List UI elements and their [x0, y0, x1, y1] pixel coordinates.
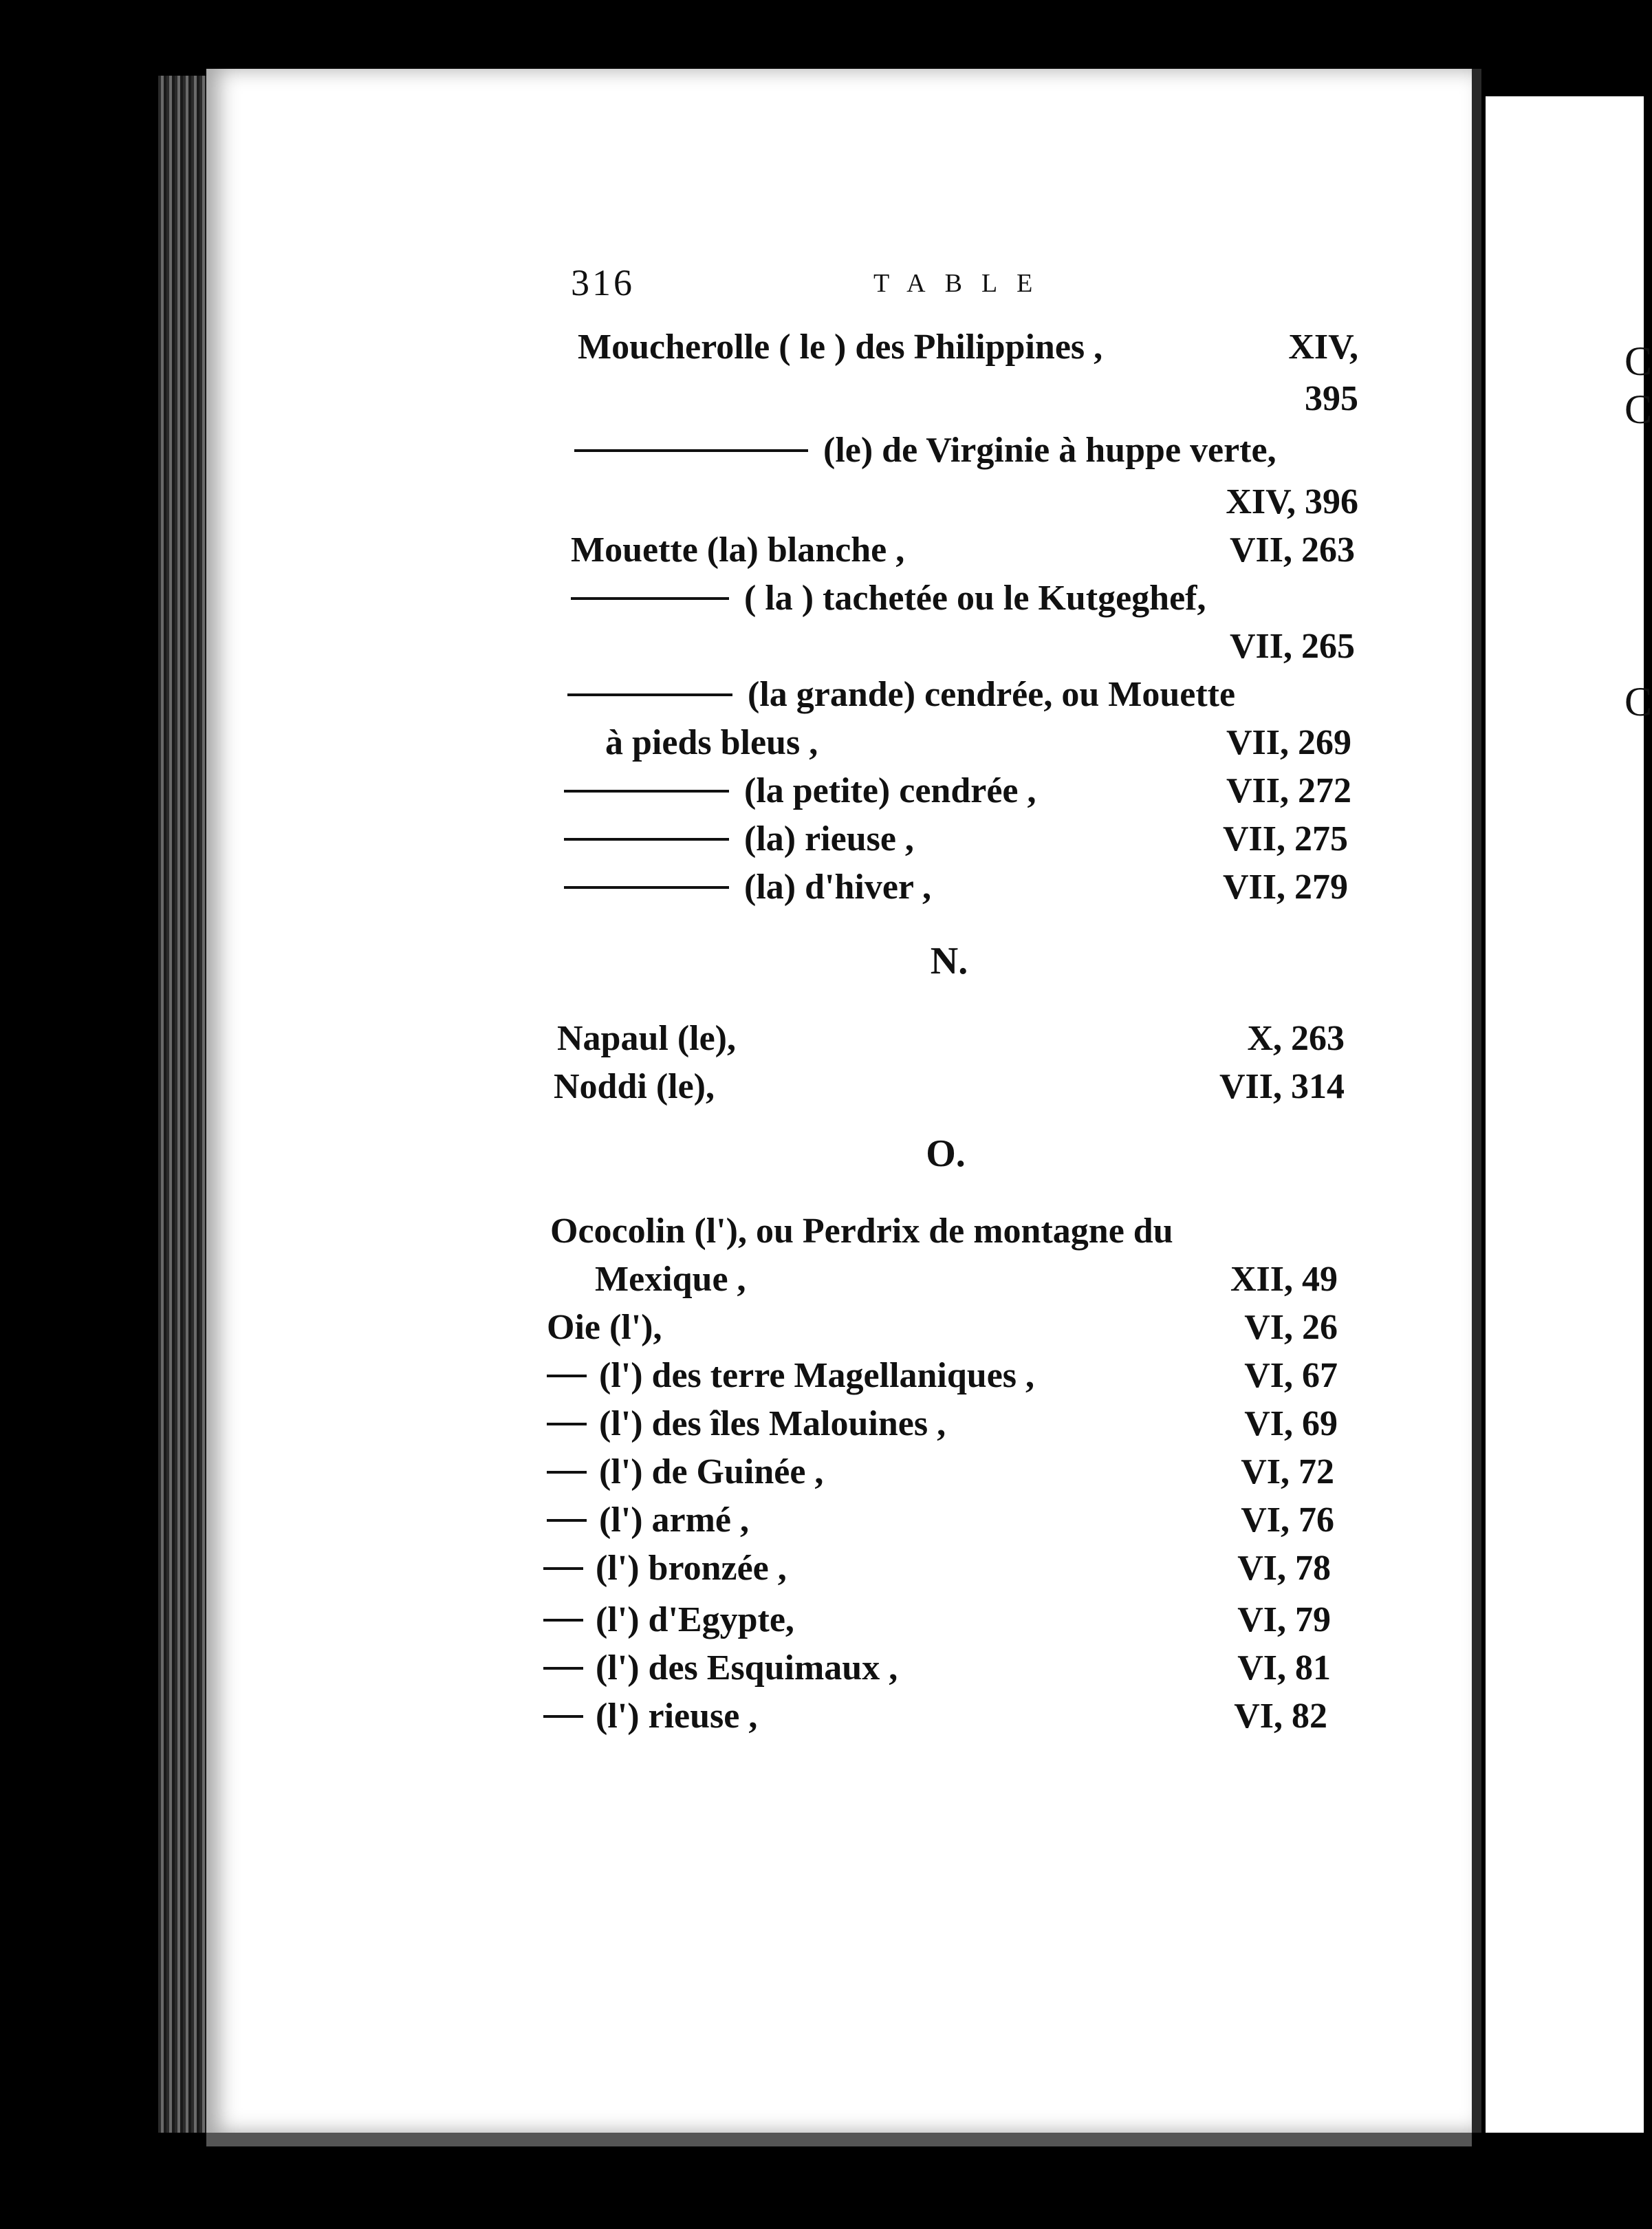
index-entry: [567, 671, 1355, 719]
index-entry: [578, 478, 1358, 526]
entry-text: (l') de Guinée ,: [599, 1452, 824, 1492]
ditto-dash: [543, 1619, 583, 1622]
entry-text: (l') des terre Magellaniques ,: [599, 1356, 1035, 1395]
entry-text: Moucherolle ( le ) des Philippines ,: [578, 327, 1103, 367]
index-entry: [547, 1496, 1334, 1544]
entry-text: à pieds bleus ,: [605, 723, 818, 762]
book-spine-edge: [158, 76, 206, 2133]
entry-reference: VI, 67: [1244, 1356, 1338, 1395]
entry-text: (la grande) cendrée, ou Mouette: [748, 675, 1236, 714]
index-entry: [571, 623, 1355, 671]
entry-text: (l') des îles Malouines ,: [599, 1404, 946, 1443]
facing-page-letter: C: [1624, 387, 1652, 432]
index-entry: [564, 815, 1348, 863]
ditto-dash: [564, 886, 729, 889]
index-entry: [543, 1644, 1331, 1692]
entry-reference: VI, 26: [1244, 1308, 1338, 1347]
entry-reference: VII, 275: [1222, 819, 1348, 859]
entry-reference: VII, 272: [1226, 771, 1351, 810]
entry-text: Ococolin (l'), ou Perdrix de montagne du: [550, 1212, 1173, 1251]
page-header: [571, 261, 1362, 310]
entry-reference: VI, 81: [1237, 1648, 1331, 1688]
index-entry: [574, 427, 1358, 475]
entry-text: (la) d'hiver ,: [744, 868, 932, 907]
entry-reference: VI, 78: [1237, 1549, 1331, 1588]
ditto-dash: [547, 1423, 587, 1425]
index-entry: [547, 1352, 1338, 1400]
entry-text: (l') bronzée ,: [596, 1549, 787, 1588]
entry-text: (la) rieuse ,: [744, 819, 914, 859]
entry-text: Oie (l'),: [547, 1308, 662, 1347]
page-number: 316: [571, 262, 635, 303]
ditto-dash: [543, 1667, 583, 1670]
running-title: TABLE: [873, 269, 1052, 298]
index-entry: [571, 574, 1355, 623]
ditto-dash: [547, 1471, 587, 1474]
entry-reference: VI, 76: [1241, 1500, 1334, 1540]
ditto-dash: [567, 693, 732, 696]
index-entry: [571, 526, 1355, 574]
ditto-dash: [547, 1375, 587, 1377]
facing-page-letter: C: [1624, 338, 1652, 384]
index-entry: [543, 1596, 1331, 1644]
facing-page-letter: C: [1624, 679, 1652, 724]
entry-reference: VI, 79: [1237, 1600, 1331, 1639]
index-entry: [547, 1400, 1338, 1448]
entry-reference: VI, 69: [1244, 1404, 1338, 1443]
entry-text: Noddi (le),: [554, 1067, 715, 1106]
entry-text: (l') des Esquimaux ,: [596, 1648, 898, 1688]
entry-reference: VII, 263: [1229, 530, 1355, 570]
index-entry: [550, 1207, 1338, 1256]
ditto-dash: [547, 1519, 587, 1522]
facing-page: [1486, 96, 1644, 2133]
index-entry: [564, 863, 1348, 912]
ditto-dash: [564, 838, 729, 841]
index-entry: [557, 1015, 1345, 1063]
entry-reference: VII, 314: [1219, 1067, 1345, 1106]
entry-reference: XIV, 396: [1226, 482, 1358, 521]
section-letter: O.: [926, 1132, 966, 1175]
index-entry: [554, 1063, 1345, 1111]
entry-reference: VII, 269: [1226, 723, 1351, 762]
index-entry: [547, 1448, 1334, 1496]
entry-text: (le) de Virginie à huppe verte,: [823, 431, 1276, 470]
entry-text: (la petite) cendrée ,: [744, 771, 1036, 810]
entry-reference: VII, 279: [1222, 868, 1348, 907]
ditto-dash: [574, 449, 808, 452]
index-entry: [543, 1544, 1331, 1593]
index-entry: [595, 1256, 1338, 1304]
section-letter: N.: [930, 940, 968, 982]
ditto-dash: [571, 597, 729, 600]
entry-text: (l') armé ,: [599, 1500, 750, 1540]
index-entry: [578, 375, 1358, 423]
index-entry: [543, 1692, 1327, 1741]
index-entry: [547, 1304, 1338, 1352]
entry-text: (l') rieuse ,: [596, 1697, 758, 1736]
entry-reference: XII, 49: [1230, 1260, 1338, 1299]
index-entry: [564, 767, 1351, 815]
entry-text: Mouette (la) blanche ,: [571, 530, 905, 570]
entry-reference: VI, 82: [1234, 1697, 1327, 1736]
entry-text: (l') d'Egypte,: [596, 1600, 794, 1639]
entry-text: Napaul (le),: [557, 1019, 736, 1058]
page-bottom-edge: [206, 2133, 1472, 2146]
entry-reference: VII, 265: [1229, 627, 1355, 666]
ditto-dash: [543, 1567, 583, 1570]
entry-reference: X, 263: [1247, 1019, 1345, 1058]
index-entry: [605, 719, 1351, 767]
ditto-dash: [564, 790, 729, 793]
entry-reference: VI, 72: [1241, 1452, 1334, 1492]
ditto-dash: [543, 1715, 583, 1718]
entry-text: ( la ) tachetée ou le Kutgeghef,: [744, 579, 1206, 618]
entry-reference: 395: [1305, 379, 1358, 418]
entry-text: Mexique ,: [595, 1260, 746, 1299]
index-entry: [578, 323, 1358, 372]
entry-reference: XIV,: [1288, 327, 1358, 367]
